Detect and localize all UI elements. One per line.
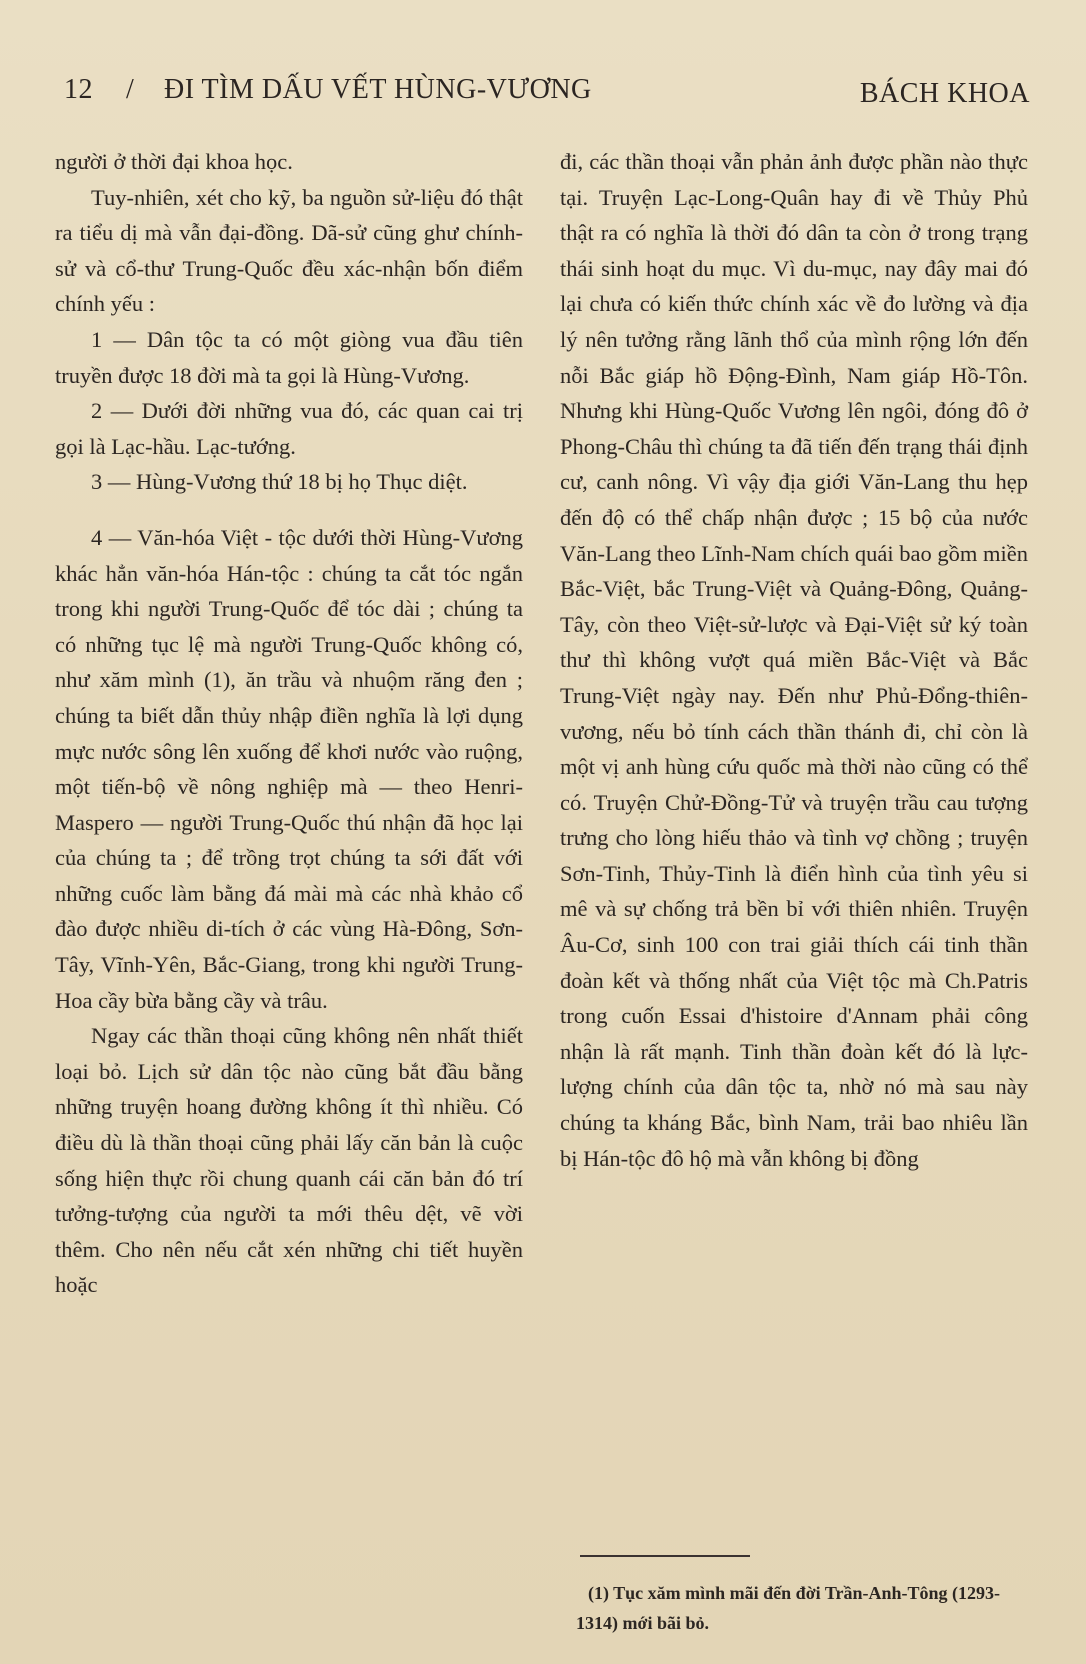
list-item: 4 — Văn-hóa Việt - tộc dưới thời Hùng-Vương khác hẳn văn-hóa Hán-tộc : chúng ta cắt tóc ngắn trong khi người Trung-Quốc để tóc dài ; chúng ta có những tục lệ mà người Trung-Quốc không có, như xăm mình (1), ăn trầu và nhuộm răng đen ; chúng ta biết dẫn thủy nhập điền nghĩa là lợi dụng mực nước sông lên xuống để khơi nước vào ruộng, một tiến-bộ về nông nghiệp mà — theo Henri-Maspero — người Trung-Quốc thú nhận đã học lại của chúng ta ; để trồng trọt chúng ta sới đất với những cuốc làm bằng đá mài mà các nhà khảo cổ đào được nhiều di-tích ở các vùng Hà-Đông, Sơn-Tây, Vĩnh-Yên, Bắc-Giang, trong khi người Trung-Hoa cầy bừa bằng cầy và trâu. — [55, 524, 523, 1013]
running-header — [64, 74, 1030, 118]
paragraph: đi, các thần thoại vẫn phản ảnh được phần nào thực tại. Truyện Lạc-Long-Quân hay đi về Thủy Phủ thật ra có nghĩa là thời đó dân ta còn ở trong trạng thái sinh hoạt du mục. Vì du-mục, nay đây mai đó lại chưa có kiến thức chính xác về đo lường và địa lý nên tưởng rằng lãnh thổ của mình rộng lớn đến nỗi Bắc giáp hồ Động-Đình, Nam giáp Hồ-Tôn. Nhưng khi Hùng-Quốc Vương lên ngôi, đóng đô ở Phong-Châu thì chúng ta đã tiến đến trạng thái định cư, canh nông. Vì vậy địa giới Văn-Lang thu hẹp đến độ có thể chấp nhận được ; 15 bộ của nước Văn-Lang theo Lĩnh-Nam chích quái bao gồm miền Bắc-Việt, bắc Trung-Việt và Quảng-Đông, Quảng-Tây, còn theo Việt-sử-lược và Đại-Việt sử ký toàn thư thì không vượt quá miền Bắc-Việt và Bắc Trung-Việt ngày nay. Đến như Phủ-Đổng-thiên-vương, nếu bỏ tính cách thần thánh đi, chỉ còn là một vị anh hùng cứu quốc mà thời nào cũng có thể có. Truyện Chử-Đồng-Tử và truyện trầu cau tượng trưng cho lòng hiếu thảo và tình vợ chồng ; truyện Sơn-Tinh, Thủy-Tinh là điển hình của tình yêu si mê và sự chống trả bền bỉ với thiên nhiên. Truyện Âu-Cơ, sinh 100 con trai giải thích cái tinh thần đoàn kết và thống nhất của Việt tộc mà Ch.Patris trong cuốn Essai d'histoire d'Annam phải công nhận là rất mạnh. Tinh thần đoàn kết đó là lực-lượng chính của dân tộc ta, nhờ nó mà sau này chúng ta kháng Bắc, bình Nam, trải bao nhiêu lần bị Hán-tộc đô hộ mà vẫn không bị đồng — [560, 149, 1028, 1171]
right-column — [560, 144, 1028, 1176]
magazine-name: BÁCH KHOA — [859, 78, 1030, 109]
list-item: 2 — Dưới đời những vua đó, các quan cai trị gọi là Lạc-hầu. Lạc-tướng. — [55, 398, 523, 459]
paragraph: người ở thời đại khoa học. — [55, 149, 293, 174]
list-item: 3 — Hùng-Vương thứ 18 bị họ Thục diệt. — [91, 469, 468, 495]
paragraph: Tuy-nhiên, xét cho kỹ, ba nguồn sử-liệu đó thật ra tiểu dị mà vẫn đại-đồng. Dã-sử cũng ghư chính-sử và cổ-thư Trung-Quốc đều xác-nhận bốn điểm chính yếu : — [55, 184, 523, 317]
footnote-divider — [580, 1555, 750, 1557]
footnote: (1) Tục xăm mình mãi đến đời Trần-Anh-Tông (1293-1314) mới bãi bỏ. — [576, 1583, 1001, 1633]
page-number: 12 — [64, 74, 93, 105]
article-title: ĐI TÌM DẤU VẾT HÙNG-VƯƠNG — [164, 74, 592, 105]
paragraph: Ngay các thần thoại cũng không nên nhất thiết loại bỏ. Lịch sử dân tộc nào cũng bắt đầu bằng những truyện hoang đường không ít thì nhiều. Có điều dù là thần thoại cũng phải lấy căn bản là cuộc sống hiện thực rồi chung quanh cái căn bản đó trí tưởng-tượng của người ta mới thêu dệt, vẽ vời thêm. Cho nên nếu cắt xén những chi tiết huyền hoặc — [55, 1023, 523, 1298]
header-separator: / — [126, 74, 135, 105]
list-item: 1 — Dân tộc ta có một giòng vua đầu tiên truyền được 18 đời mà ta gọi là Hùng-Vương. — [55, 326, 523, 388]
left-column — [55, 144, 523, 1303]
